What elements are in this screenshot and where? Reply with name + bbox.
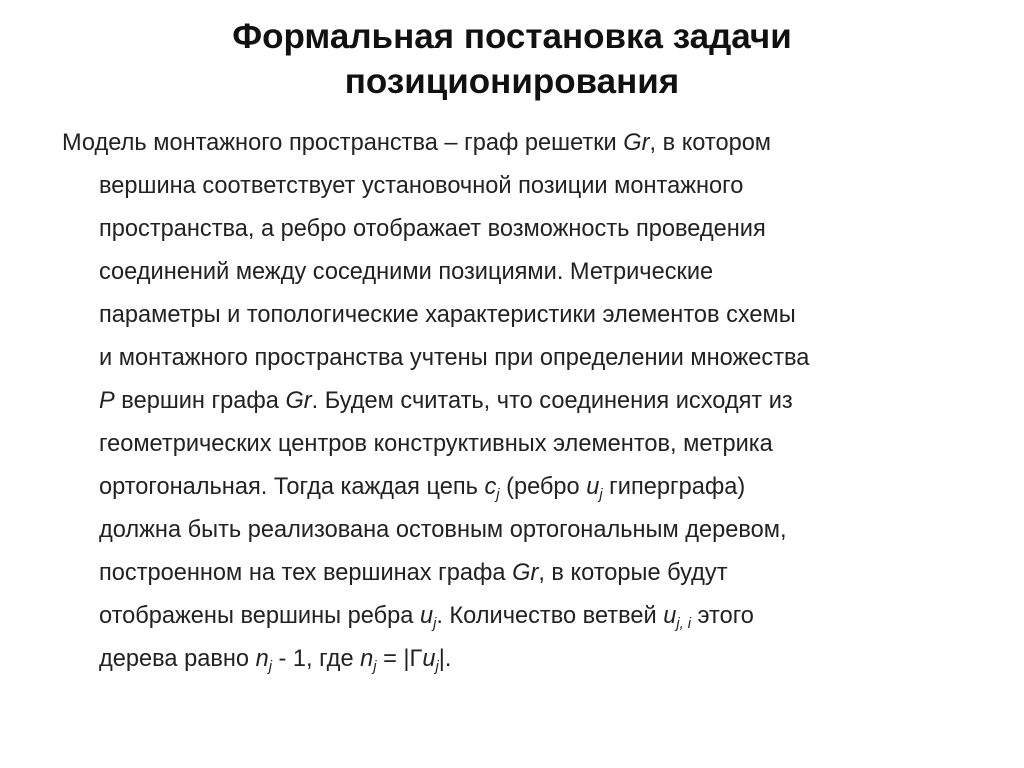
text-line-11: построенном на тех вершинах графа Gr, в которые будут (99, 560, 728, 586)
text-line-12: отображены вершины ребра $u_j$. Количество ветвей $u_{j, i}$ этого (99, 603, 754, 633)
text-line-2: вершина соответствует установочной позиции монтажного (99, 173, 744, 199)
text-line-6: и монтажного пространства учтены при определении множества (99, 345, 810, 371)
count-symbol: n (255, 646, 269, 672)
edge-symbol: u (419, 603, 434, 629)
graph-symbol: Gr (285, 388, 312, 414)
graph-symbol: Gr (623, 130, 650, 156)
text-line-10: должна быть реализована остовным ортогональным деревом, (99, 517, 787, 543)
title-line-2: позиционирования (344, 62, 680, 101)
set-symbol: P (99, 388, 115, 414)
count-symbol: n (360, 646, 374, 672)
title-line-1: Формальная постановка задачи (232, 17, 792, 56)
text-line-9: ортогональная. Тогда каждая цепь $c_j$ (ребро $u_j$ гиперграфа) (99, 474, 746, 504)
text-line-4: соединений между соседними позициями. Метрические (99, 259, 714, 285)
text-line-3: пространства, а ребро отображает возможность проведения (99, 216, 766, 242)
graph-symbol: Gr (512, 560, 539, 586)
body-paragraph (62, 122, 962, 681)
text-line-1: Модель монтажного пространства – граф решетки Gr, в котором (62, 130, 772, 156)
slide-title (0, 14, 1024, 104)
text-line-7: P вершин графа Gr. Будем считать, что соединения исходят из (99, 388, 793, 414)
edge-symbol: u (586, 474, 600, 500)
text-line-8: геометрических центров конструктивных элементов, метрика (99, 431, 773, 457)
edge-symbol: u (422, 646, 436, 672)
text-line-13: дерева равно $n_j - 1$, где $n_j = |Гu_j|$. (99, 646, 452, 676)
text-line-5: параметры и топологические характеристики элементов схемы (99, 302, 796, 328)
branch-symbol: u (663, 603, 677, 629)
chain-symbol: c (484, 474, 497, 500)
